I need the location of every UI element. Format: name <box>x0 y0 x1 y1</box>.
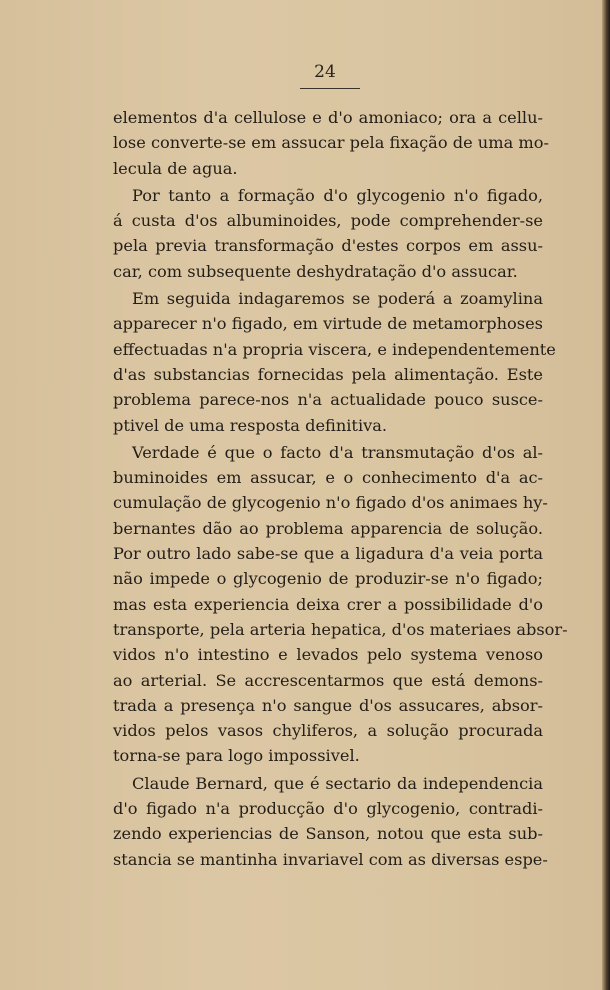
paragraph <box>113 105 549 181</box>
body-text <box>113 105 568 874</box>
header-rule <box>300 88 360 89</box>
paragraph <box>113 183 543 284</box>
text-line: Por outro lado sabe-se que a ligadura d'a veia porta <box>113 544 543 564</box>
paragraph <box>113 286 556 438</box>
paragraph <box>113 440 568 769</box>
text-line: torna-se para logo impossivel. <box>113 746 360 766</box>
text-line: vidos n'o intestino e levados pelo systema venoso <box>113 645 543 665</box>
text-line: cumulação de glycogenio n'o figado d'os animaes hy- <box>113 493 548 513</box>
text-line: zendo experiencias de Sanson, notou que esta sub- <box>113 824 543 844</box>
text-line: Verdade é que o facto d'a transmutação d'os al- <box>132 442 543 462</box>
text-line: Em seguida indagaremos se poderá a zoamylina <box>132 289 543 309</box>
text-line: car, com subsequente deshydratação d'o assucar. <box>113 261 518 281</box>
text-line: buminoides em assucar, e o conhecimento d'a ac- <box>113 468 543 488</box>
text-line: d'o figado n'a producção d'o glycogenio, contradi- <box>113 799 543 819</box>
text-line: lecula de agua. <box>113 158 238 178</box>
paragraph <box>113 771 548 872</box>
text-line: vidos pelos vasos chyliferos, a solução procurada <box>113 721 543 741</box>
text-line: Por tanto a formação d'o glycogenio n'o figado, <box>132 185 543 205</box>
text-line: apparecer n'o figado, em virtude de metamorphoses <box>113 314 543 334</box>
text-line: transporte, pela arteria hepatica, d'os materiaes absor- <box>113 619 568 639</box>
text-line: stancia se mantinha invariavel com as diversas espe- <box>113 849 548 869</box>
page-edge-shadow <box>602 0 610 990</box>
text-line: á custa d'os albuminoides, pode comprehender-se <box>113 211 543 231</box>
text-line: ptivel de uma resposta definitiva. <box>113 415 388 435</box>
text-line: mas esta experiencia deixa crer a possibilidade d'o <box>113 594 543 614</box>
text-line: elementos d'a cellulose e d'o amoniaco; ora a cellu- <box>113 108 543 127</box>
text-line: Claude Bernard, que é sectario da independencia <box>132 773 543 793</box>
text-line: effectuadas n'a propria viscera, e independentemente <box>113 339 556 359</box>
text-line: pela previa transformação d'estes corpos em assu- <box>113 236 543 256</box>
text-line: trada a presença n'o sangue d'os assucares, absor- <box>113 695 543 715</box>
text-line: problema parece-nos n'a actualidade pouco susce- <box>113 390 543 410</box>
text-line: não impede o glycogenio de produzir-se n'o figado; <box>113 569 543 589</box>
text-line: bernantes dão ao problema apparencia de solução. <box>113 518 543 538</box>
text-line: lose converte-se em assucar pela fixação de uma mo- <box>113 133 549 153</box>
text-line: d'as substancias fornecidas pela alimentação. Este <box>113 364 543 384</box>
page-number: 24 <box>314 62 336 82</box>
text-line: ao arterial. Se accrescentarmos que está demons- <box>113 670 543 690</box>
